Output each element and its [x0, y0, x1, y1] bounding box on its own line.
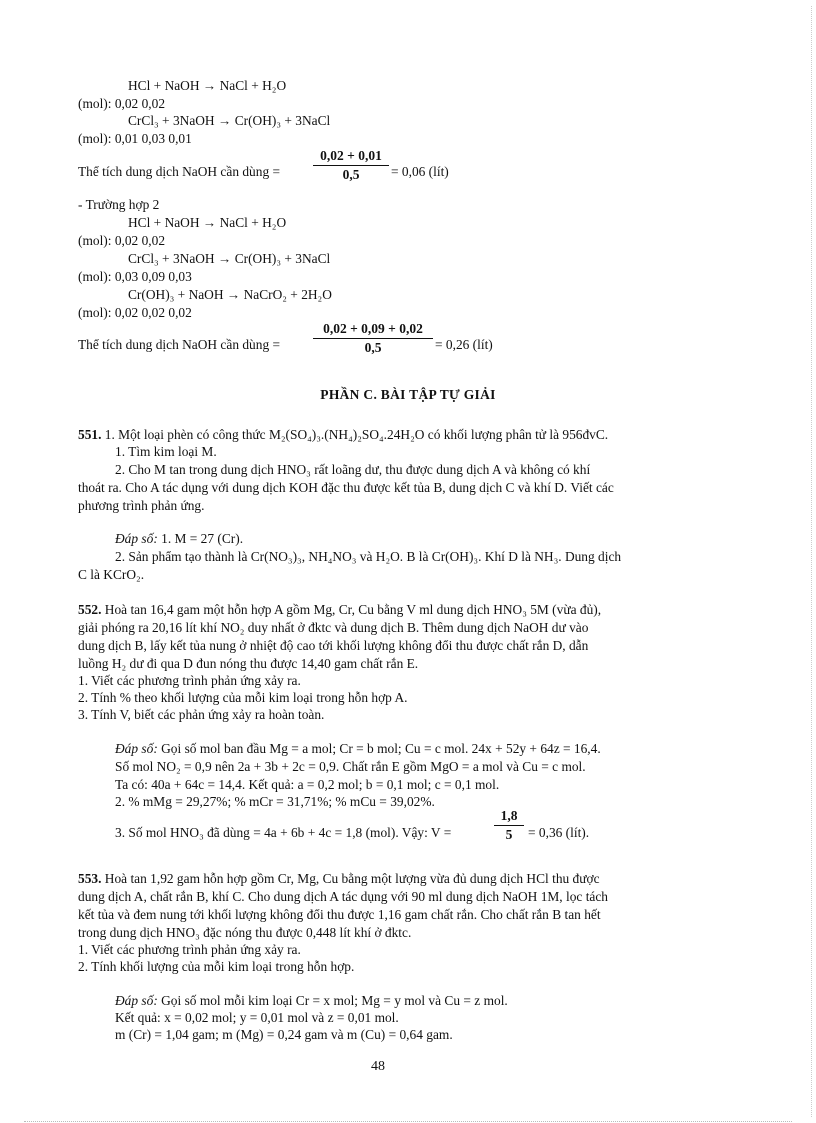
answer-553-label: Đáp số:: [115, 993, 158, 1008]
volume-result-1: = 0,06 (lít): [391, 164, 449, 179]
problem-552-line-3: dung dịch B, lấy kết tủa nung ở nhiệt độ cao tới khối lượng không đổi thu được chất rắn D, dẫn: [78, 638, 589, 653]
reaction-3: HCl + NaOH → NaCl + H₂O: [128, 215, 287, 230]
answer-552-line-4: 2. % mMg = 29,27%; % mCr = 31,71%; % mCu = 39,02%.: [115, 794, 435, 809]
problem-552-line-6: 2. Tính % theo khối lượng của mỗi kim loại trong hỗn hợp A.: [78, 690, 408, 705]
answer-553-line-3: m (Cr) = 1,04 gam; m (Mg) = 0,24 gam và m (Cu) = 0,64 gam.: [115, 1027, 453, 1042]
problem-552-line-7: 3. Tính V, biết các phản ứng xảy ra hoàn toàn.: [78, 707, 325, 722]
problem-552-line-4: luồng H₂ dư đi qua D đun nóng thu được 14,40 gam chất rắn E.: [78, 656, 419, 671]
problem-551-line-5: phương trình phản ứng.: [78, 498, 205, 513]
answer-553-line-1: Đáp số: Gọi số mol mỗi kim loại Cr = x mol; Mg = y mol và Cu = z mol.: [115, 993, 508, 1008]
fraction-3-numerator: 1,8: [494, 808, 524, 826]
volume-text-1: Thể tích dung dịch NaOH cần dùng =: [78, 164, 281, 179]
mol-row-1: (mol): 0,02 0,02: [78, 96, 166, 111]
answer-552-line-2: Số mol NO₂ = 0,9 nên 2a + 3b + 2c = 0,9. Chất rắn E gồm MgO = a mol và Cu = c mol.: [115, 759, 586, 774]
answer-551-label: Đáp số:: [115, 531, 158, 546]
reaction-4: CrCl₃ + 3NaOH → Cr(OH)₃ + 3NaCl: [128, 251, 331, 266]
reaction-1: HCl + NaOH → NaCl + H₂O: [128, 78, 287, 93]
fraction-2: [313, 321, 433, 356]
problem-551-line-2: 1. Tìm kim loại M.: [115, 444, 217, 459]
page-right-edge-divider: [811, 6, 812, 1117]
mol-row-2: (mol): 0,01 0,03 0,01: [78, 131, 192, 146]
problem-552-line-1: 552. Hoà tan 16,4 gam một hỗn hợp A gồm Mg, Cr, Cu bằng V ml dung dịch HNO₃ 5M (vừa đủ),: [78, 602, 602, 617]
problem-553-line-6: 2. Tính khối lượng của mỗi kim loại trong hỗn hợp.: [78, 959, 355, 974]
fraction-2-numerator: 0,02 + 0,09 + 0,02: [313, 321, 433, 339]
answer-551-line-2: 2. Sản phẩm tạo thành là Cr(NO₃)₃, NH₄NO₃ và H₂O. B là Cr(OH)₃. Khí D là NH₃. Dung dịch: [115, 549, 622, 564]
problem-552-number: 552.: [78, 602, 102, 617]
page-bottom-divider: [24, 1121, 792, 1122]
problem-553-line-5: 1. Viết các phương trình phản ứng xảy ra.: [78, 942, 301, 957]
mol-row-4: (mol): 0,03 0,09 0,03: [78, 269, 192, 284]
problem-553-line-4: trong dung dịch HNO₃ đặc nóng thu được 0,448 lít khí ở đktc.: [78, 925, 412, 940]
problem-552-line-5: 1. Viết các phương trình phản ứng xảy ra.: [78, 673, 301, 688]
case-2-heading: - Trường hợp 2: [78, 197, 160, 212]
fraction-1-denominator: 0,5: [342, 167, 360, 182]
volume-result-2: = 0,26 (lít): [435, 337, 493, 352]
volume-text-2: Thể tích dung dịch NaOH cần dùng =: [78, 337, 281, 352]
problem-553-line-1: 553. Hoà tan 1,92 gam hỗn hợp gồm Cr, Mg, Cu bằng một lượng vừa đủ dung dịch HCl thu được: [78, 871, 600, 886]
problem-552-line-2: giải phóng ra 20,16 lít khí NO₂ duy nhất ở đktc và dung dịch B. Thêm dung dịch NaOH dư vào: [78, 620, 589, 635]
answer-552-result: = 0,36 (lít).: [528, 825, 590, 840]
mol-row-3: (mol): 0,02 0,02: [78, 233, 166, 248]
fraction-3-denominator: 5: [505, 827, 513, 842]
problem-553-line-2: dung dịch A, chất rắn B, khí C. Cho dung dịch A tác dụng với 90 ml dung dịch NaOH 1M, lọc tách: [78, 889, 608, 904]
answer-553-line-2: Kết quả: x = 0,02 mol; y = 0,01 mol và z = 0,01 mol.: [115, 1010, 399, 1025]
problem-551-line-1: 551. 1. Một loại phèn có công thức M₂(SO₄)₃.(NH₄)₂SO₄.24H₂O có khối lượng phân tử là 956đvC.: [78, 427, 609, 442]
problem-553-line-3: kết tủa và đem nung tới khối lượng không đổi thu được 1,16 gam chất rắn. Cho chất rắn B tan hết: [78, 907, 601, 922]
answer-551-line-3: C là KCrO₂.: [78, 567, 145, 582]
problem-553-number: 553.: [78, 871, 102, 886]
page-number: 48: [371, 1059, 385, 1074]
problem-551-line-3: 2. Cho M tan trong dung dịch HNO₃ rất loãng dư, thu được dung dịch A và không có khí: [115, 462, 591, 477]
answer-551-line-1: Đáp số: 1. M = 27 (Cr).: [115, 531, 244, 546]
fraction-3: [494, 808, 524, 843]
answer-552-line-3: Ta có: 40a + 64c = 14,4. Kết quả: a = 0,2 mol; b = 0,1 mol; c = 0,1 mol.: [115, 777, 500, 792]
fraction-2-denominator: 0,5: [364, 340, 382, 355]
fraction-1: [313, 148, 389, 183]
mol-row-5: (mol): 0,02 0,02 0,02: [78, 305, 192, 320]
section-title: PHẦN C. BÀI TẬP TỰ GIẢI: [320, 387, 496, 402]
problem-551-line-4: thoát ra. Cho A tác dụng với dung dịch KOH đặc thu được kết tủa B, dung dịch C và khí D. Viết các: [78, 480, 614, 495]
answer-552-label: Đáp số:: [115, 741, 158, 756]
reaction-5: Cr(OH)₃ + NaOH → NaCrO₂ + 2H₂O: [128, 287, 332, 302]
answer-552-line-1: Đáp số: Gọi số mol ban đầu Mg = a mol; Cr = b mol; Cu = c mol. 24x + 52y + 64z = 16,4.: [115, 741, 601, 756]
problem-551-number: 551.: [78, 427, 102, 442]
reaction-2: CrCl₃ + 3NaOH → Cr(OH)₃ + 3NaCl: [128, 113, 331, 128]
fraction-1-numerator: 0,02 + 0,01: [313, 148, 389, 166]
answer-552-line-5: 3. Số mol HNO₃ đã dùng = 4a + 6b + 4c = 1,8 (mol). Vậy: V =: [115, 825, 452, 840]
